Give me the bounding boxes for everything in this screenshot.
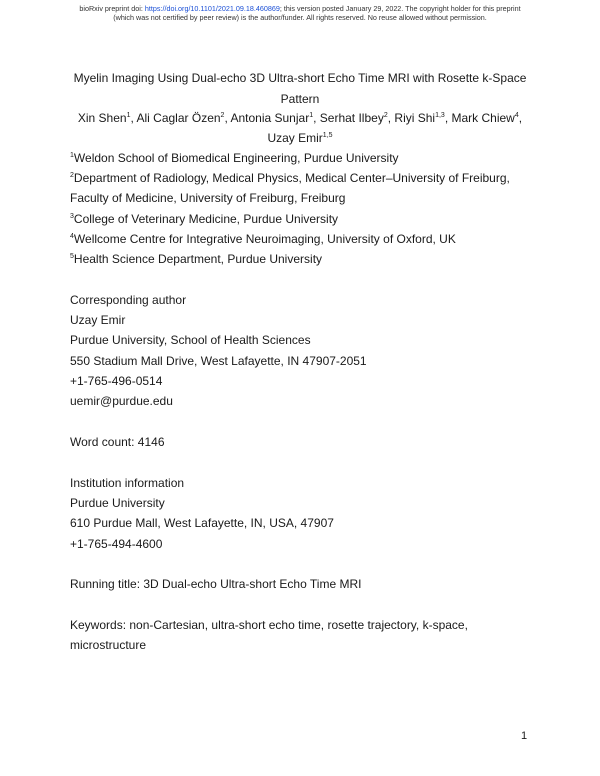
- corresponding-phone: +1-765-496-0514: [70, 373, 163, 388]
- corresponding-institution: Purdue University, School of Health Sciences: [70, 333, 311, 348]
- author: Uzay Emir$^{1,5}$: [267, 131, 333, 145]
- author-line-1: [60, 108, 540, 128]
- author: Riyi Shi$^{1,3}$,: [394, 111, 452, 125]
- author: Mark Chiew$^4$,: [451, 111, 523, 125]
- preprint-notice-line1: [0, 4, 600, 13]
- word-count: Word count: 4146: [70, 435, 165, 449]
- title-line-2: Pattern: [280, 92, 320, 106]
- author: Antonia Sunjar$^1$,: [230, 111, 320, 125]
- running-title: Running title: 3D Dual-echo Ultra-short Echo Time MRI: [70, 577, 362, 591]
- preprint-notice: [0, 4, 600, 22]
- corresponding-email[interactable]: uemir@purdue.edu: [70, 394, 173, 409]
- author: Serhat Ilbey$^2$,: [319, 111, 395, 125]
- paper-title: [60, 68, 540, 110]
- institution-address: 610 Purdue Mall, West Lafayette, IN, USA, 47907: [70, 516, 334, 531]
- affiliation-list: [70, 148, 530, 269]
- institution-block: [70, 473, 530, 554]
- keywords: Keywords: non-Cartesian, ultra-short echo time, rosette trajectory, k-space, microstructure: [70, 618, 468, 653]
- author: Ali Caglar Özen$^2$,: [136, 111, 231, 125]
- institution-phone: +1-765-494-4600: [70, 536, 163, 551]
- author: Xin Shen$^1$,: [77, 111, 137, 125]
- corresponding-name: Uzay Emir: [70, 313, 126, 328]
- title-line-1: Myelin Imaging Using Dual-echo 3D Ultra-short Echo Time MRI with Rosette k-Space: [73, 71, 527, 85]
- page-number: 1: [521, 730, 528, 742]
- doi-link[interactable]: https://doi.org/10.1101/2021.09.18.460869: [144, 4, 280, 13]
- affiliation: $^1$Weldon School of Biomedical Engineering, Purdue University: [70, 151, 399, 165]
- affiliation: $^4$Wellcome Centre for Integrative Neuroimaging, University of Oxford, UK: [70, 231, 456, 246]
- corresponding-author-block: [70, 290, 530, 411]
- notice-suffix: ; this version posted January 29, 2022. The copyright holder for this preprint: [279, 4, 521, 13]
- affiliation: $^5$Health Science Department, Purdue University: [70, 252, 323, 267]
- preprint-notice-line2: (which was not certified by peer review) is the author/funder. All rights reserved. No reuse allowed without permission.: [113, 13, 487, 22]
- institution-heading: Institution information: [70, 476, 185, 490]
- notice-prefix: bioRxiv preprint doi:: [79, 4, 145, 13]
- corresponding-address: 550 Stadium Mall Drive, West Lafayette, IN 47907-2051: [70, 353, 367, 368]
- corresponding-heading: Corresponding author: [70, 293, 187, 307]
- affiliation: $^3$College of Veterinary Medicine, Purdue University: [70, 211, 339, 226]
- affiliation: $^2$Department of Radiology, Medical Physics, Medical Center–University of Freiburg, Faculty of Medicine, University of Freiburg, Freiburg: [70, 171, 510, 206]
- author-line-2: [60, 128, 540, 148]
- institution-name: Purdue University: [70, 496, 165, 511]
- author-list: [60, 108, 540, 148]
